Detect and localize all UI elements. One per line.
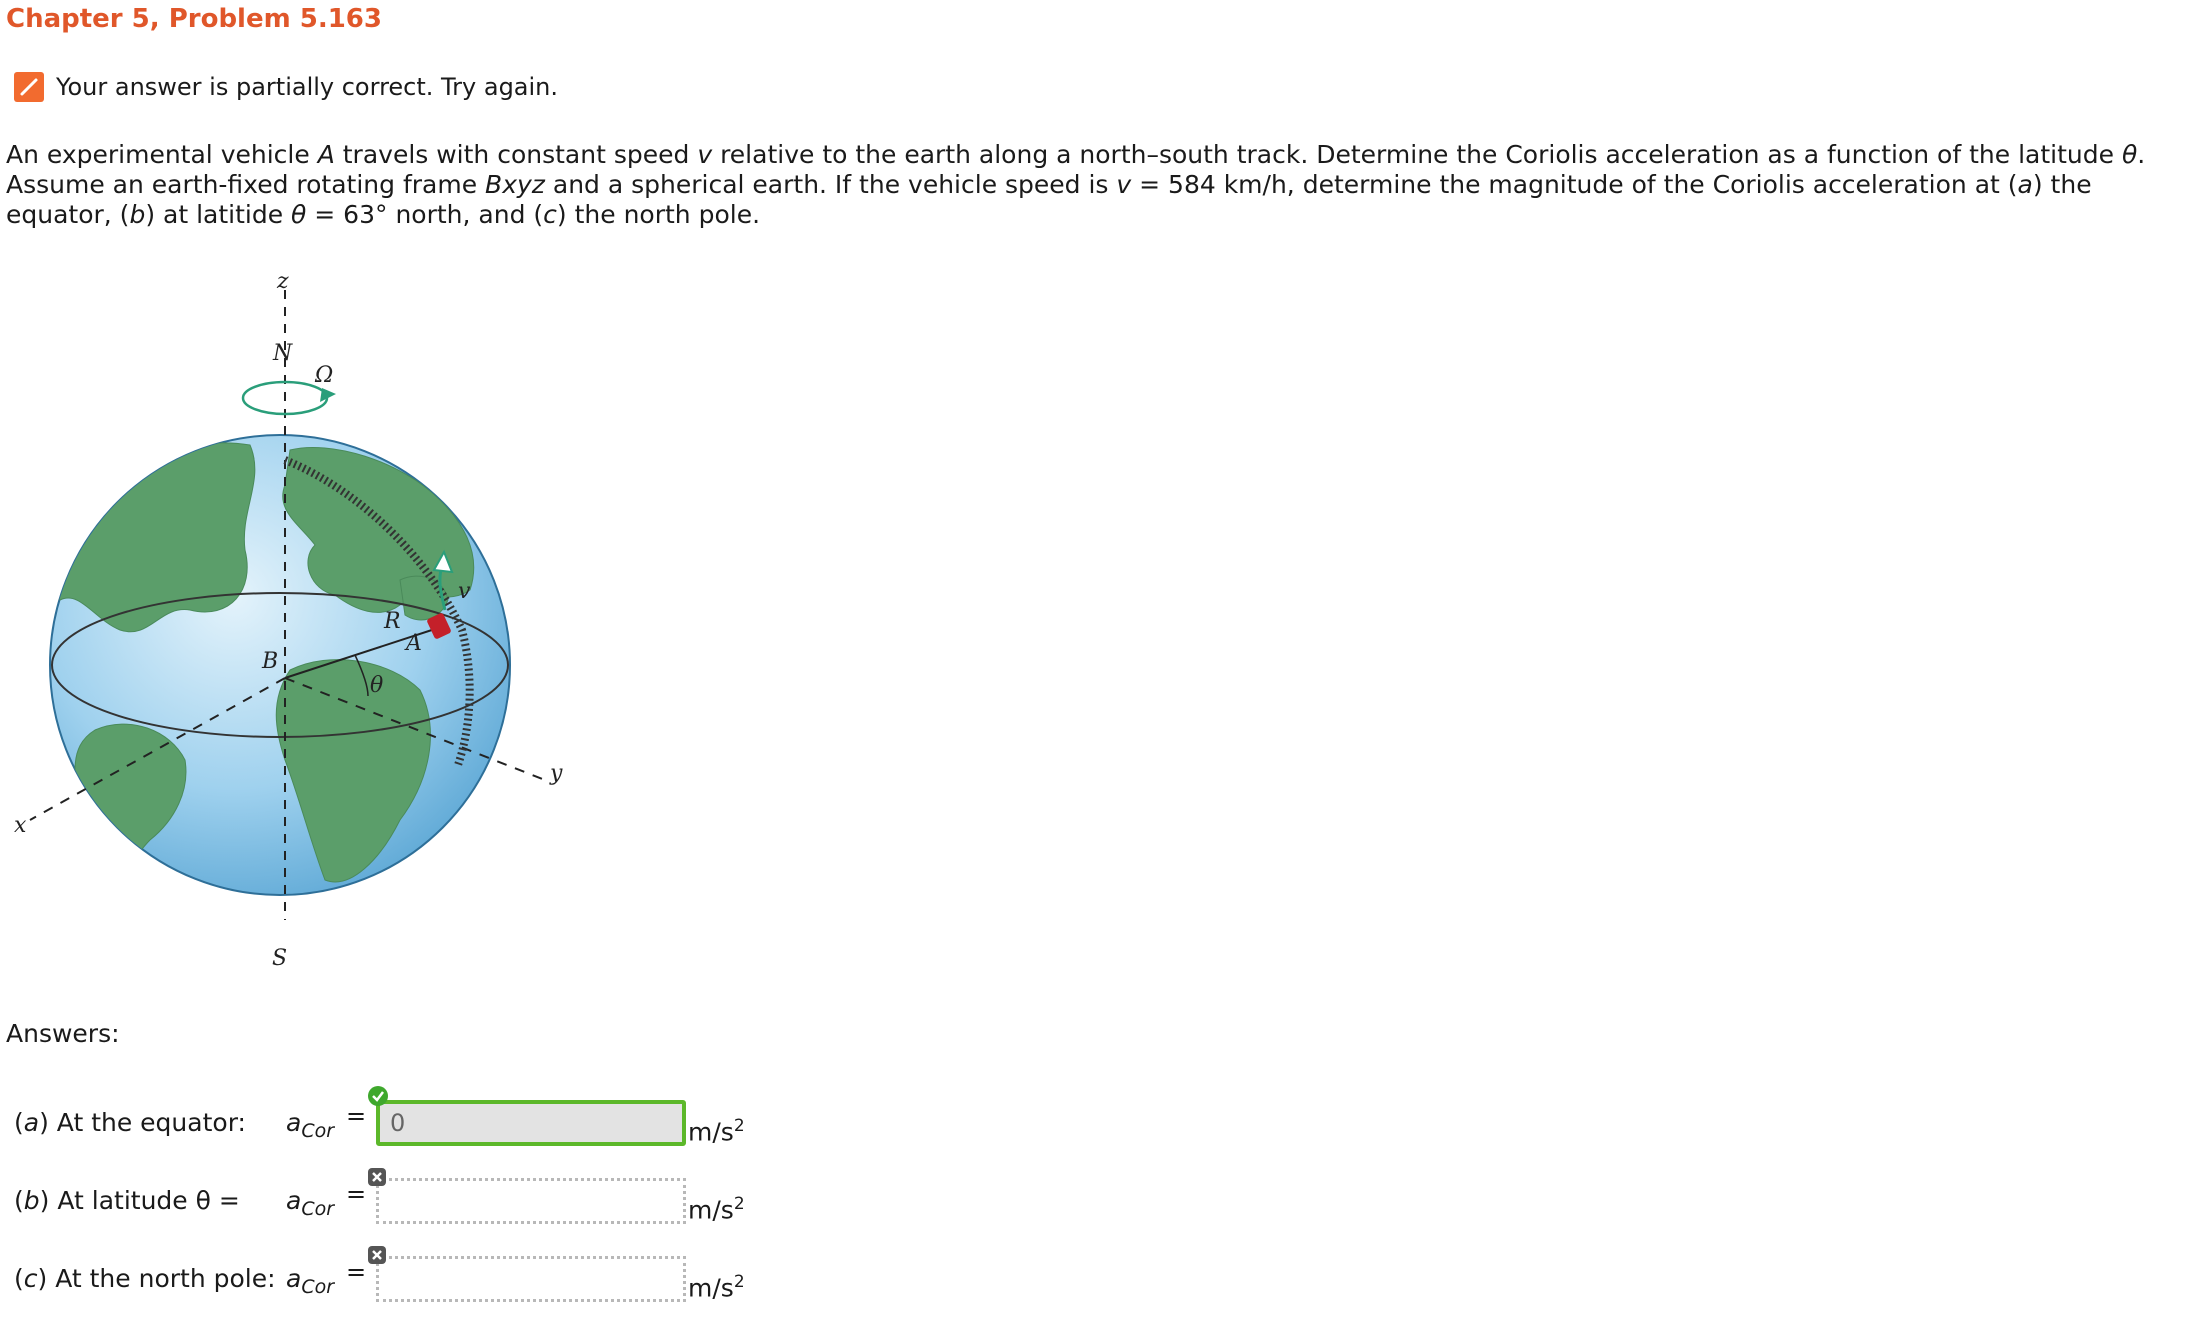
pencil-icon (14, 72, 44, 102)
label-B: B (262, 649, 279, 674)
unit-label: $m/s^2$ (688, 1194, 745, 1225)
unit-label: $m/s^2$ (688, 1272, 745, 1303)
acor-symbol: $a_{Cor}$ (286, 1108, 335, 1142)
answer-b-label: (b) At latitude θ = (14, 1186, 240, 1215)
answer-b-input[interactable] (376, 1178, 686, 1224)
acor-symbol: $a_{Cor}$ (286, 1186, 335, 1220)
x-mark-icon (368, 1168, 386, 1186)
answer-c-input[interactable] (376, 1256, 686, 1302)
answer-a-input[interactable] (376, 1100, 686, 1146)
unit-label: $m/s^2$ (688, 1116, 745, 1147)
label-omega: Ω (315, 363, 334, 388)
label-A: A (406, 631, 422, 656)
equals-sign: = (346, 1180, 367, 1208)
label-x: x (14, 813, 27, 838)
answer-c-label: (c) At the north pole: (14, 1264, 276, 1293)
problem-statement: An experimental vehicle A travels with constant speed v relative to the earth along a north–south track. Determine the Coriolis acceleration as a function of the latitude θ. Assume an earth-fixed rotating frame Bxyz and a spherical earth. If the vehicle speed is v = 584 km/h, determine the magnitude of the Coriolis acceleration at (a) the equator, (b) at latitide θ = 63° north, and (c) the north pole. (6, 140, 2146, 229)
status-text: Your answer is partially correct. Try again. (56, 73, 559, 101)
x-mark-icon (368, 1246, 386, 1264)
earth-figure (0, 260, 563, 980)
label-S: S (272, 946, 288, 971)
acor-symbol: $a_{Cor}$ (286, 1264, 335, 1298)
label-R: R (384, 609, 401, 634)
answer-a-label: (a) At the equator: (14, 1108, 246, 1137)
label-y: y (550, 761, 563, 786)
label-v: v (458, 579, 471, 604)
answers-heading: Answers: (6, 1019, 120, 1048)
checkmark-icon (368, 1086, 388, 1106)
status-message (14, 72, 558, 102)
equals-sign: = (346, 1102, 367, 1130)
equals-sign: = (346, 1258, 367, 1286)
label-N: N (273, 341, 293, 366)
label-z: z (277, 269, 289, 294)
label-theta: θ (370, 673, 384, 698)
problem-title: Chapter 5, Problem 5.163 (6, 4, 382, 34)
